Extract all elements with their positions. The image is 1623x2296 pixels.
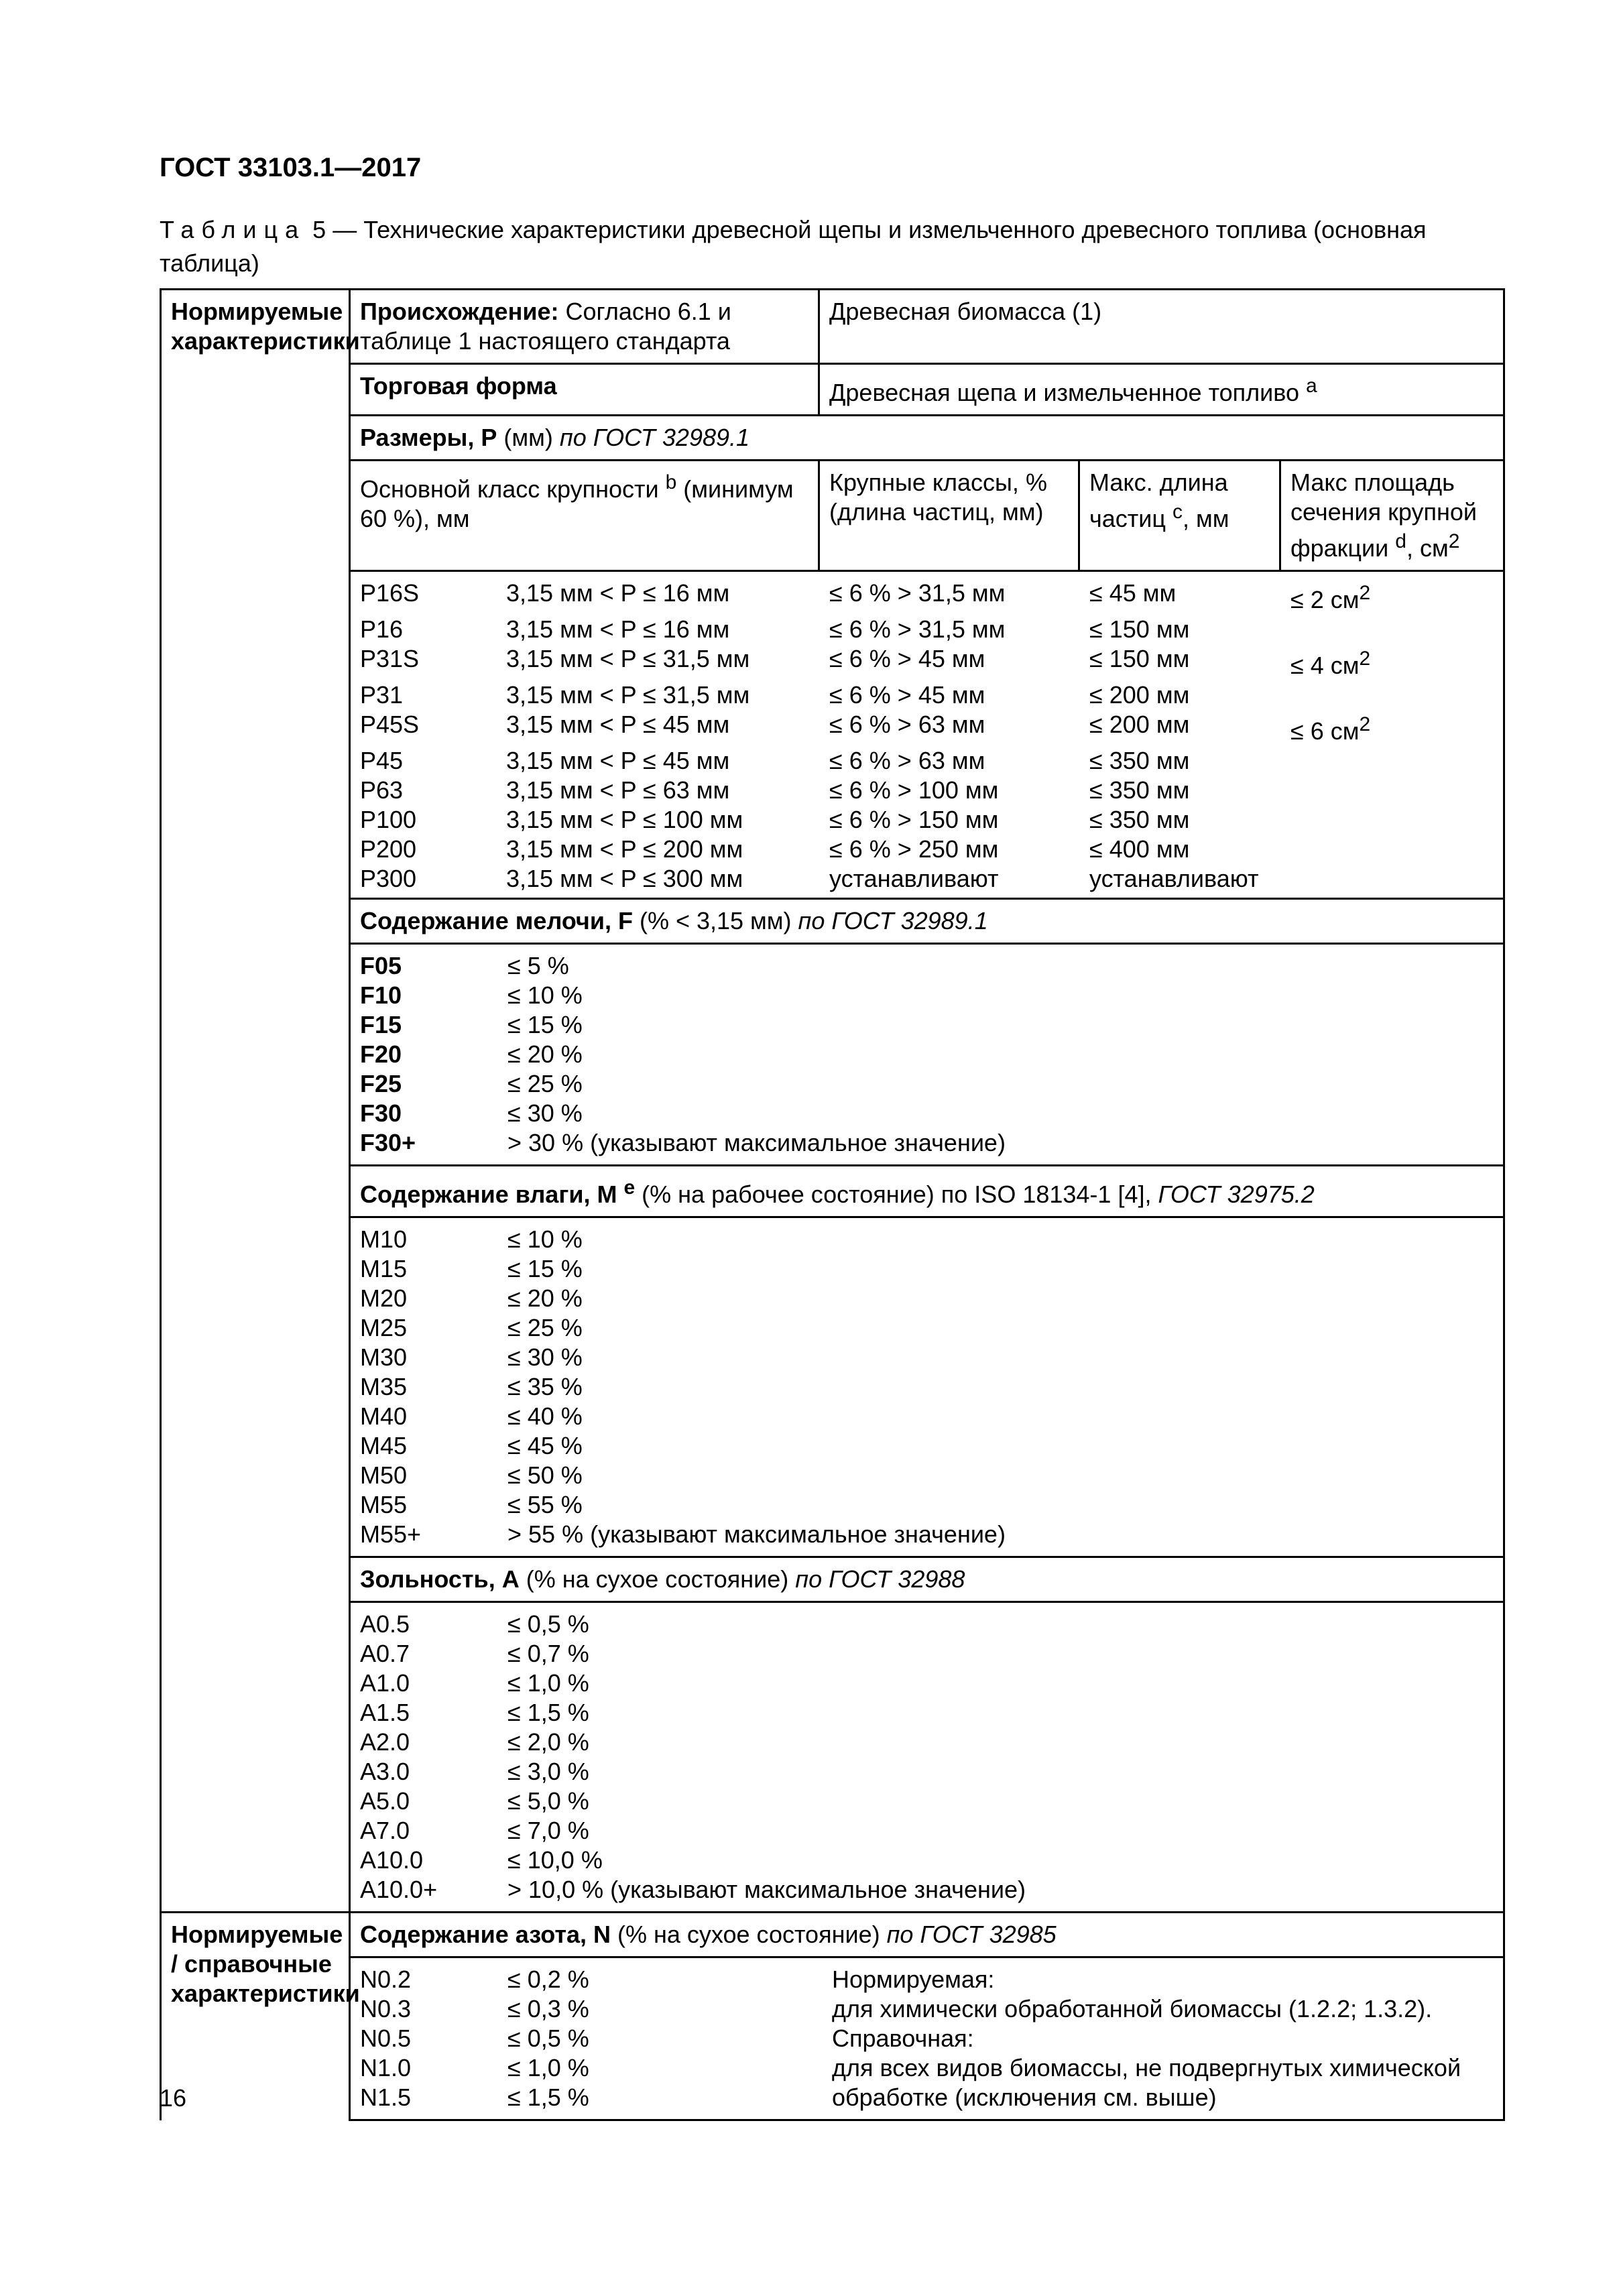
ash-value: ≤ 0,5 % (507, 1610, 589, 1638)
size-area: ≤ 4 см (1290, 652, 1360, 679)
trade-label: Торговая форма (350, 364, 819, 416)
table-row (351, 680, 1505, 710)
ash-class: A7.0 (360, 1817, 410, 1844)
moisture-class: M40 (360, 1402, 408, 1430)
ash-class: A5.0 (360, 1787, 410, 1815)
fines-value: ≤ 10 % (507, 981, 583, 1009)
size-range: 3,15 мм < P ≤ 16 мм (506, 579, 730, 607)
ash-class: A0.5 (360, 1610, 410, 1638)
moisture-class: M20 (360, 1284, 408, 1312)
size-coarse: ≤ 6 % > 63 мм (829, 711, 985, 738)
fines-value: ≤ 20 % (507, 1040, 583, 1068)
table-row (351, 805, 1505, 835)
ash-value: ≤ 3,0 % (507, 1758, 589, 1785)
trade-value: Древесная щепа и измельченное топливо $^a$ (819, 364, 1504, 416)
size-range: 3,15 мм < P ≤ 200 мм (506, 835, 743, 863)
ash-value: ≤ 10,0 % (507, 1846, 603, 1874)
fines-value: ≤ 15 % (507, 1011, 583, 1038)
size-coarse: ≤ 6 % > 45 мм (829, 645, 985, 672)
size-heading: Размеры, P (мм) по ГОСТ 32989.1 (350, 416, 1504, 461)
ash-value: ≤ 2,0 % (507, 1728, 589, 1756)
size-range: 3,15 мм < P ≤ 45 мм (506, 711, 730, 738)
size-range: 3,15 мм < P ≤ 300 мм (506, 865, 743, 892)
nitrogen-value: ≤ 0,2 % (507, 1966, 589, 1993)
nitrogen-rows (350, 1957, 1504, 2120)
fines-class: F25 (360, 1070, 402, 1097)
size-class: P31 (360, 681, 404, 709)
size-class: P45 (360, 747, 404, 774)
moisture-value: ≤ 50 % (507, 1461, 583, 1489)
size-range: 3,15 мм < P ≤ 31,5 мм (506, 645, 750, 672)
fines-value: ≤ 25 % (507, 1070, 583, 1097)
size-length: ≤ 350 мм (1089, 806, 1190, 833)
page-number: 16 (160, 2084, 187, 2112)
ash-class: A10.0 (360, 1846, 424, 1874)
ash-value: ≤ 7,0 % (507, 1817, 589, 1844)
size-class: P16 (360, 615, 404, 643)
ash-value: ≤ 1,0 % (507, 1669, 589, 1697)
table-row: P31S 3,15 мм < P ≤ 31,5 мм ≤ 6 % > 45 мм ≤ 150 мм ≤ 4 $см^2$ (360, 645, 1371, 679)
moisture-class: M25 (360, 1314, 408, 1341)
spec-table (160, 288, 1505, 2121)
fines-class: F30 (360, 1099, 402, 1127)
size-range: 3,15 мм < P ≤ 63 мм (506, 776, 730, 804)
size-class: P63 (360, 776, 404, 804)
size-area: ≤ 2 см (1290, 586, 1360, 613)
moisture-value: ≤ 20 % (507, 1284, 583, 1312)
table-row (351, 864, 1505, 898)
moisture-heading: Содержание влаги, M $^e$ (% на рабочее состояние) по ISO 18134-1 [4], ГОСТ 32975.2 (350, 1166, 1504, 1217)
ash-value: ≤ 1,5 % (507, 1699, 589, 1726)
nitrogen-class: N0.5 (360, 2025, 412, 2052)
table-row: P45S 3,15 мм < P ≤ 45 мм ≤ 6 % > 63 мм ≤ 200 мм ≤ 6 $см^2$ (360, 711, 1371, 745)
size-length: ≤ 45 мм (1089, 579, 1177, 607)
size-length: устанавливают (1089, 865, 1259, 892)
size-length: ≤ 150 мм (1089, 615, 1190, 643)
nitrogen-class: N1.0 (360, 2054, 412, 2081)
moisture-value: ≤ 25 % (507, 1314, 583, 1341)
ash-class: A0.7 (360, 1640, 410, 1667)
size-coarse: ≤ 6 % > 250 мм (829, 835, 999, 863)
moisture-value: ≤ 45 % (507, 1432, 583, 1459)
nitrogen-value: ≤ 1,0 % (507, 2054, 589, 2081)
size-class: P300 (360, 865, 417, 892)
size-h2: Крупные классы, % (длина частиц, мм) (819, 461, 1079, 571)
moisture-class: M50 (360, 1461, 408, 1489)
size-class: P31S (360, 645, 420, 672)
moisture-rows (350, 1217, 1504, 1557)
moisture-value: > 55 % (указывают максимальное значение) (507, 1520, 1006, 1548)
size-area: ≤ 6 см (1290, 717, 1360, 745)
size-coarse: устанавливают (829, 865, 999, 892)
table-row (351, 776, 1505, 805)
nitrogen-class: N0.2 (360, 1966, 412, 1993)
ash-heading: Зольность, А (% на сухое состояние) по ГОСТ 32988 (350, 1557, 1504, 1602)
table-row: P16S 3,15 мм < P ≤ 16 мм ≤ 6 % > 31,5 мм ≤ 45 мм ≤ 2 $см^2$ (360, 579, 1371, 613)
doc-header: ГОСТ 33103.1—2017 (160, 153, 422, 182)
size-length: ≤ 200 мм (1089, 681, 1190, 709)
size-class: P200 (360, 835, 417, 863)
size-range: 3,15 мм < P ≤ 45 мм (506, 747, 730, 774)
size-h1: Основной класс крупности $^b$ (минимум 60 %), мм (350, 461, 819, 571)
table-row (351, 835, 1505, 864)
fines-class: F15 (360, 1011, 402, 1038)
nitrogen-heading: Содержание азота, N (% на сухое состояние) по ГОСТ 32985 (350, 1913, 1504, 1957)
moisture-class: M10 (360, 1225, 408, 1253)
nitrogen-class: N1.5 (360, 2083, 412, 2111)
nitrogen-class: N0.3 (360, 1995, 412, 2022)
moisture-class: M35 (360, 1373, 408, 1400)
fines-value: ≤ 5 % (507, 952, 569, 979)
size-range: 3,15 мм < P ≤ 16 мм (506, 615, 730, 643)
ash-value: ≤ 5,0 % (507, 1787, 589, 1815)
fines-class: F30+ (360, 1129, 416, 1156)
fines-class: F05 (360, 952, 402, 979)
size-coarse: ≤ 6 % > 45 мм (829, 681, 985, 709)
size-length: ≤ 400 мм (1089, 835, 1190, 863)
size-class: P45S (360, 711, 420, 738)
size-length: ≤ 350 мм (1089, 747, 1190, 774)
size-rows (350, 571, 1504, 899)
size-range: 3,15 мм < P ≤ 31,5 мм (506, 681, 750, 709)
table-row (351, 615, 1505, 644)
ash-value: > 10,0 % (указывают максимальное значение) (507, 1876, 1026, 1903)
ash-class: A1.0 (360, 1669, 410, 1697)
moisture-value: ≤ 35 % (507, 1373, 583, 1400)
size-coarse: ≤ 6 % > 31,5 мм (829, 615, 1006, 643)
ash-value: ≤ 0,7 % (507, 1640, 589, 1667)
size-length: ≤ 200 мм (1089, 711, 1190, 738)
size-class: P16S (360, 579, 420, 607)
ash-rows (350, 1602, 1504, 1913)
fines-value: ≤ 30 % (507, 1099, 583, 1127)
normative-ref-label: Нормируемые / справочные характеристики (161, 1913, 350, 2120)
nitrogen-note: для химически обработанной биомассы (1.2.2; 1.3.2). (832, 1995, 1433, 2022)
moisture-value: ≤ 55 % (507, 1491, 583, 1518)
fines-class: F20 (360, 1040, 402, 1068)
moisture-value: ≤ 30 % (507, 1343, 583, 1371)
ash-class: A1.5 (360, 1699, 410, 1726)
ash-class: A10.0+ (360, 1876, 438, 1903)
fines-heading: Содержание мелочи, F (% < 3,15 мм) по ГОСТ 32989.1 (350, 899, 1504, 944)
size-h4: Макс площадь сечения крупной фракции $^d$, $см^2$ (1280, 461, 1504, 571)
origin-cell: Происхождение: Согласно 6.1 и таблице 1 настоящего стандарта (350, 290, 819, 364)
nitrogen-note: обработке (исключения см. выше) (832, 2083, 1217, 2111)
nitrogen-value: ≤ 0,5 % (507, 2025, 589, 2052)
size-coarse: ≤ 6 % > 100 мм (829, 776, 999, 804)
moisture-class: M15 (360, 1255, 408, 1282)
nitrogen-note: Нормируемая: (832, 1966, 995, 1993)
table-caption: Таблица 5 — Технические характеристики древесной щепы и измельченного древесного топлива (основная таблица) (160, 216, 1427, 277)
ash-class: A3.0 (360, 1758, 410, 1785)
size-coarse: ≤ 6 % > 63 мм (829, 747, 985, 774)
fines-class: F10 (360, 981, 402, 1009)
moisture-class: M55+ (360, 1520, 422, 1548)
nitrogen-note: Справочная: (832, 2025, 974, 2052)
size-class: P100 (360, 806, 417, 833)
normative-label: Нормируемые характеристики (161, 290, 350, 1913)
moisture-value: ≤ 40 % (507, 1402, 583, 1430)
size-length: ≤ 150 мм (1089, 645, 1190, 672)
size-coarse: ≤ 6 % > 31,5 мм (829, 579, 1006, 607)
nitrogen-value: ≤ 1,5 % (507, 2083, 589, 2111)
fines-value: > 30 % (указывают максимальное значение) (507, 1129, 1006, 1156)
fines-rows (350, 944, 1504, 1166)
size-length: ≤ 350 мм (1089, 776, 1190, 804)
size-coarse: ≤ 6 % > 150 мм (829, 806, 999, 833)
table-row (351, 746, 1505, 776)
size-range: 3,15 мм < P ≤ 100 мм (506, 806, 743, 833)
moisture-class: M30 (360, 1343, 408, 1371)
origin-value: Древесная биомасса (1) (819, 290, 1504, 364)
moisture-class: M45 (360, 1432, 408, 1459)
moisture-value: ≤ 10 % (507, 1225, 583, 1253)
moisture-class: M55 (360, 1491, 408, 1518)
moisture-value: ≤ 15 % (507, 1255, 583, 1282)
ash-class: A2.0 (360, 1728, 410, 1756)
nitrogen-value: ≤ 0,3 % (507, 1995, 589, 2022)
nitrogen-note: для всех видов биомассы, не подвергнутых химической (832, 2054, 1461, 2081)
size-h3: Макс. длина частиц $^c$, мм (1079, 461, 1280, 571)
